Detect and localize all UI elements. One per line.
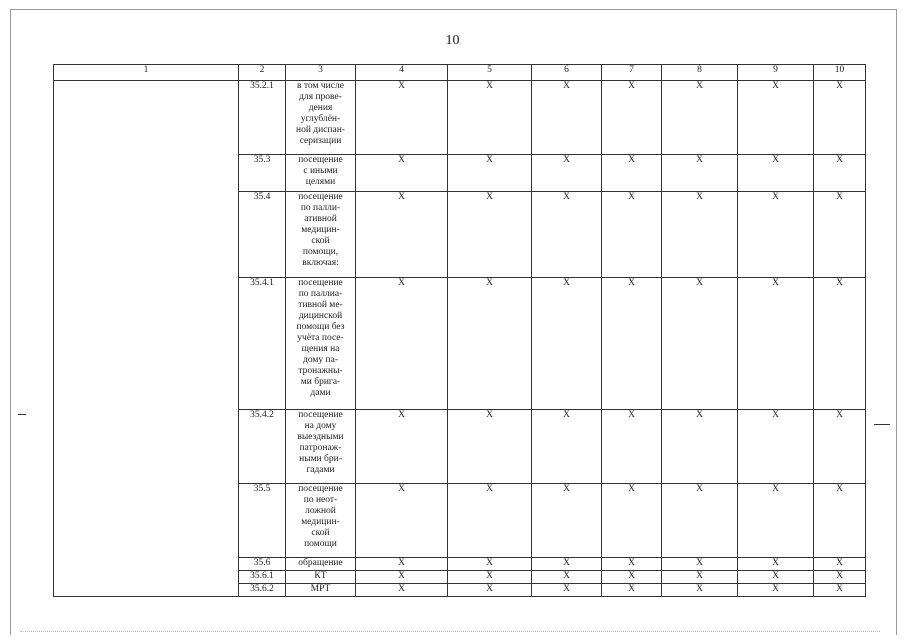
mark-cell: X	[448, 410, 532, 484]
mark-cell: X	[662, 278, 738, 410]
data-table	[53, 64, 866, 597]
mark-cell: X	[814, 155, 866, 192]
mark-cell: X	[448, 584, 532, 597]
mark-cell: X	[356, 571, 448, 584]
mark-cell: X	[448, 484, 532, 558]
mark-cell: X	[602, 192, 662, 278]
table-row	[54, 81, 866, 155]
row-description	[286, 571, 356, 584]
description-line: медицин-	[301, 225, 340, 235]
description-line: в том числе	[297, 81, 344, 91]
mark-cell: X	[356, 558, 448, 571]
description-line: серизации	[299, 136, 342, 146]
mark-cell: X	[662, 192, 738, 278]
description-line: ложной	[305, 506, 336, 516]
mark-cell: X	[602, 558, 662, 571]
description-line: дами	[310, 388, 331, 398]
description-line: тронажны-	[298, 366, 343, 376]
description-line: по неот-	[303, 495, 338, 505]
row-description	[286, 155, 356, 192]
description-line: щения на	[301, 344, 340, 354]
mark-cell: X	[738, 155, 814, 192]
mark-cell: X	[662, 410, 738, 484]
description-line: патронаж-	[299, 443, 342, 453]
description-line: обращение	[298, 558, 343, 568]
description-line: медицин-	[301, 517, 340, 527]
description-line: гадами	[306, 465, 335, 475]
description-line: с иными	[303, 166, 338, 176]
mark-cell: X	[738, 558, 814, 571]
mark-cell: X	[662, 81, 738, 155]
description-line: целями	[305, 177, 336, 187]
description-line: МРТ	[310, 584, 331, 594]
margin-mark-left	[18, 414, 26, 415]
description-line: углублён-	[300, 114, 341, 124]
row-description	[286, 558, 356, 571]
row-description	[286, 410, 356, 484]
column-header: 5	[448, 65, 532, 81]
description-line: посещение	[298, 484, 343, 494]
description-line: помощи,	[302, 247, 339, 257]
column-header: 6	[532, 65, 602, 81]
description-line: посещение	[298, 155, 343, 165]
mark-cell: X	[602, 410, 662, 484]
mark-cell: X	[662, 558, 738, 571]
mark-cell: X	[738, 410, 814, 484]
description-line: дения	[308, 103, 333, 113]
mark-cell: X	[448, 192, 532, 278]
description-line: посещение	[298, 192, 343, 202]
mark-cell: X	[814, 584, 866, 597]
mark-cell: X	[814, 278, 866, 410]
row-code: 35.4.1	[239, 278, 286, 410]
row-description	[286, 484, 356, 558]
description-line: учёта посе-	[297, 333, 344, 343]
description-line: тивной ме-	[298, 300, 343, 310]
mark-cell: X	[602, 278, 662, 410]
column-header: 7	[602, 65, 662, 81]
row-description	[286, 81, 356, 155]
mark-cell: X	[602, 584, 662, 597]
mark-cell: X	[356, 155, 448, 192]
mark-cell: X	[814, 81, 866, 155]
column-header: 10	[814, 65, 866, 81]
description-line: выездными	[297, 432, 344, 442]
mark-cell: X	[814, 410, 866, 484]
description-line: помощи	[304, 539, 337, 549]
mark-cell: X	[356, 484, 448, 558]
mark-cell: X	[532, 584, 602, 597]
mark-cell: X	[356, 584, 448, 597]
mark-cell: X	[738, 192, 814, 278]
mark-cell: X	[738, 584, 814, 597]
description-line: помощи без	[296, 322, 345, 332]
column-header: 8	[662, 65, 738, 81]
column-header: 3	[286, 65, 356, 81]
description-line: дицинской	[298, 311, 343, 321]
description-line: для прове-	[299, 92, 342, 102]
header-row	[54, 65, 866, 81]
description-line: ными бри-	[299, 454, 342, 464]
row-description	[286, 584, 356, 597]
row-code: 35.6.1	[239, 571, 286, 584]
mark-cell: X	[356, 192, 448, 278]
mark-cell: X	[448, 81, 532, 155]
mark-cell: X	[738, 278, 814, 410]
mark-cell: X	[814, 558, 866, 571]
description-line: дому па-	[302, 355, 338, 365]
mark-cell: X	[448, 278, 532, 410]
description-line: ми брига-	[300, 377, 341, 387]
mark-cell: X	[356, 81, 448, 155]
page-number: 10	[445, 33, 460, 48]
mark-cell: X	[448, 558, 532, 571]
description-line: ской	[311, 528, 330, 538]
description-line: ативной	[304, 214, 337, 224]
description-line: посещение	[298, 278, 343, 288]
mark-cell: X	[814, 571, 866, 584]
mark-cell: X	[602, 484, 662, 558]
description-line: ной диспан-	[296, 125, 345, 135]
row-description	[286, 278, 356, 410]
mark-cell: X	[356, 410, 448, 484]
section-cell	[54, 81, 239, 597]
mark-cell: X	[532, 155, 602, 192]
row-code: 35.4	[239, 192, 286, 278]
description-line: включая:	[302, 258, 339, 268]
description-line: посещение	[298, 410, 343, 420]
mark-cell: X	[448, 155, 532, 192]
mark-cell: X	[602, 155, 662, 192]
mark-cell: X	[602, 571, 662, 584]
mark-cell: X	[814, 484, 866, 558]
column-header: 4	[356, 65, 448, 81]
mark-cell: X	[532, 484, 602, 558]
mark-cell: X	[738, 571, 814, 584]
description-line: КТ	[314, 571, 327, 581]
column-header: 9	[738, 65, 814, 81]
mark-cell: X	[532, 410, 602, 484]
margin-mark-right	[874, 424, 890, 425]
mark-cell: X	[532, 192, 602, 278]
mark-cell: X	[662, 584, 738, 597]
row-code: 35.3	[239, 155, 286, 192]
scan-edge	[20, 631, 880, 633]
mark-cell: X	[532, 558, 602, 571]
row-code: 35.6.2	[239, 584, 286, 597]
row-code: 35.5	[239, 484, 286, 558]
description-line: ской	[311, 236, 330, 246]
mark-cell: X	[532, 571, 602, 584]
mark-cell: X	[448, 571, 532, 584]
mark-cell: X	[356, 278, 448, 410]
column-header: 1	[54, 65, 239, 81]
mark-cell: X	[738, 484, 814, 558]
mark-cell: X	[662, 571, 738, 584]
mark-cell: X	[738, 81, 814, 155]
description-line: по палли-	[300, 203, 341, 213]
row-code: 35.2.1	[239, 81, 286, 155]
description-line: по паллиа-	[298, 289, 343, 299]
mark-cell: X	[662, 155, 738, 192]
mark-cell: X	[532, 278, 602, 410]
row-code: 35.4.2	[239, 410, 286, 484]
mark-cell: X	[662, 484, 738, 558]
column-header: 2	[239, 65, 286, 81]
mark-cell: X	[532, 81, 602, 155]
mark-cell: X	[814, 192, 866, 278]
description-line: на дому	[304, 421, 337, 431]
row-code: 35.6	[239, 558, 286, 571]
mark-cell: X	[602, 81, 662, 155]
row-description	[286, 192, 356, 278]
